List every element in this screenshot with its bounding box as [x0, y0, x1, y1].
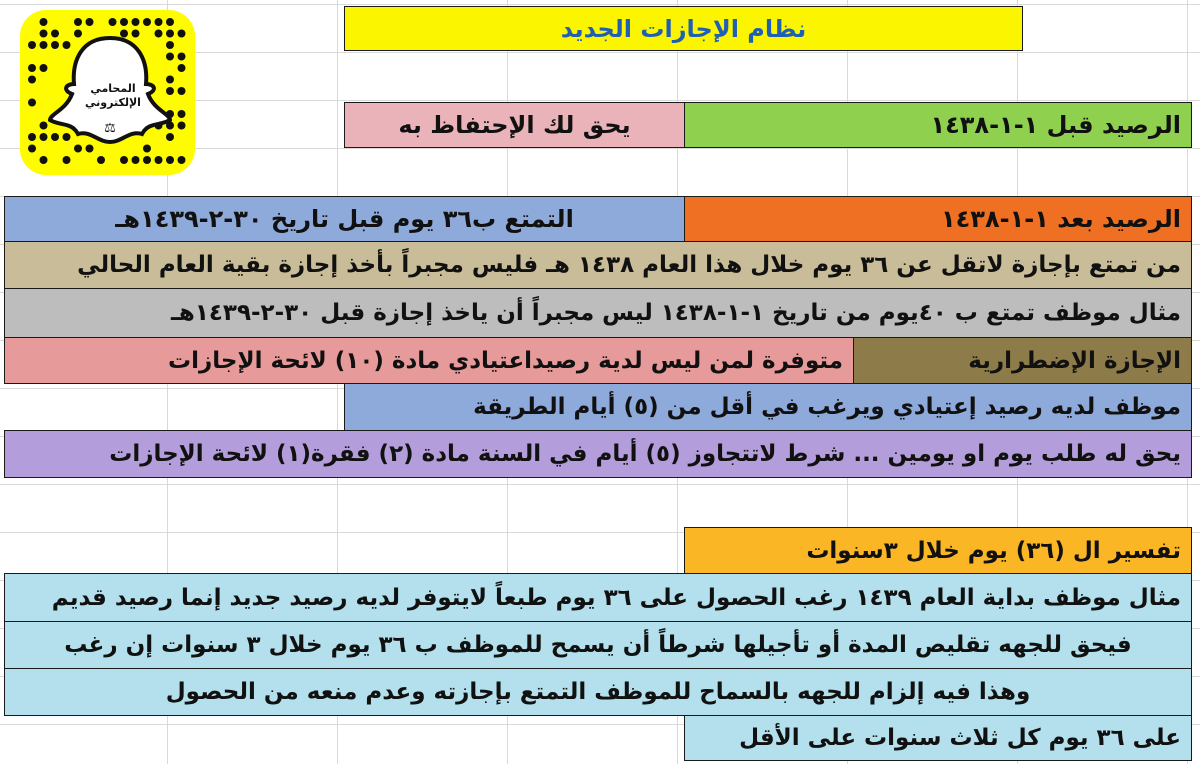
logo-text — [78, 82, 148, 110]
interpretation-title: تفسير ال (٣٦) يوم خلال ٣سنوات — [684, 527, 1192, 574]
interp-line-2: فيحق للجهه تقليص المدة أو تأجيلها شرطاً أن يسمح للموظف ب ٣٦ يوم خلال ٣ سنوات إن رغب — [4, 621, 1192, 669]
interp-line-3: وهذا فيه إلزام للجهه بالسماح للموظف التمتع بإجازته وعدم منعه من الحصول — [4, 668, 1192, 716]
row-example-40: مثال موظف تمتع ب ٤٠يوم من تاريخ ١-١-١٤٣٨ ليس مجبراً أن ياخذ إجازة قبل ٣٠-٢-١٤٣٩هـ — [4, 288, 1192, 338]
logo-line-2: الإلكتروني — [85, 96, 141, 109]
emergency-leave-label: الإجازة الإضطرارية — [853, 337, 1192, 384]
interp-line-1: مثال موظف بداية العام ١٤٣٩ رغب الحصول على ٣٦ يوم طبعاً لايتوفر لديه رصيد جديد إنما رصيد قديم — [4, 573, 1192, 622]
svg-text:⚖: ⚖ — [104, 121, 116, 136]
balance-after-cell: الرصيد بعد ١-١-١٤٣٨ — [684, 196, 1192, 242]
emergency-leave-text: متوفرة لمن ليس لدية رصيداعتيادي مادة (١٠) لائحة الإجازات — [4, 337, 854, 384]
row-enjoyed-36: من تمتع بإجازة لاتقل عن ٣٦ يوم خلال هذا العام ١٤٣٨ هـ فليس مجبراً بأخذ إجازة بقية العام الحالي — [4, 241, 1192, 289]
right-to-keep-cell: يحق لك الإحتفاظ به — [344, 102, 685, 148]
snapcode-logo — [20, 10, 195, 175]
interp-line-4: على ٣٦ يوم كل ثلاث سنوات على الأقل — [684, 715, 1192, 761]
enjoy-before-cell: التمتع ب٣٦ يوم قبل تاريخ ٣٠-٢-١٤٣٩هـ — [4, 196, 685, 242]
logo-line-1: المحامي — [90, 82, 136, 95]
sheet-title: نظام الإجازات الجديد — [344, 6, 1023, 51]
row-one-two-days: يحق له طلب يوم او يومين ... شرط لاتتجاوز (٥) أيام في السنة مادة (٢) فقرة(١) لائحة الإجازات — [4, 430, 1192, 478]
balance-before-cell: الرصيد قبل ١-١-١٤٣٨ — [684, 102, 1192, 148]
row-road-days: موظف لديه رصيد إعتيادي ويرغب في أقل من (٥) أيام الطريقة — [344, 383, 1192, 431]
